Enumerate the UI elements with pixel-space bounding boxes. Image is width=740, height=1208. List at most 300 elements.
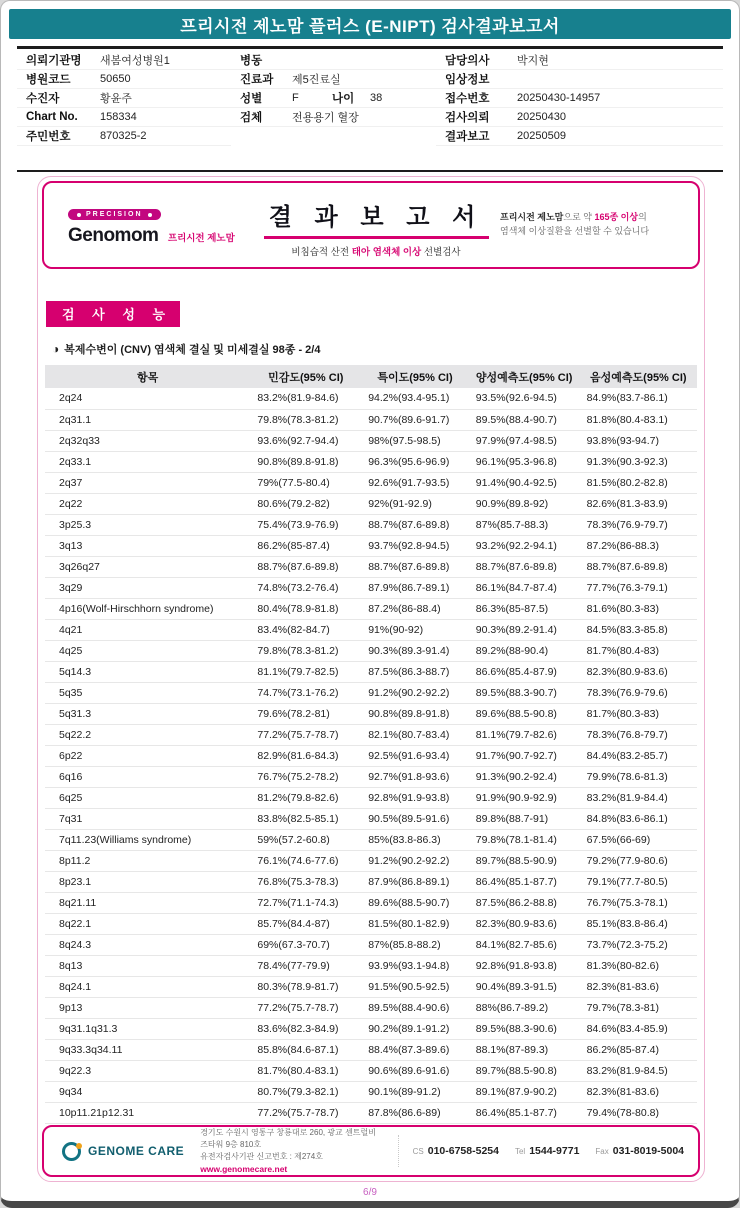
info-label: 병동 (240, 55, 263, 67)
cell-npv: 83.2%(81.9-84.4) (580, 787, 697, 808)
cell-sensitivity: 80.4%(78.9-81.8) (250, 598, 361, 619)
cell-specificity: 87.5%(86.3-88.7) (361, 661, 469, 682)
table-row (45, 703, 697, 724)
info-label: 진료과 (240, 74, 274, 86)
col-header-sensitivity: 민감도(95% CI) (250, 365, 361, 388)
cell-ppv: 89.6%(88.5-90.8) (469, 703, 580, 724)
cell-item: 3p25.3 (45, 514, 250, 535)
info-value: 20250430-14957 (517, 92, 601, 104)
cell-item: 5q31.3 (45, 703, 250, 724)
cell-item: 9q31.1q31.3 (45, 1018, 250, 1039)
cell-npv: 81.6%(80.3-83) (580, 598, 697, 619)
cell-sensitivity: 86.2%(85-87.4) (250, 535, 361, 556)
info-row (436, 51, 723, 70)
cell-specificity: 87.9%(86.8-89.1) (361, 871, 469, 892)
cell-specificity: 90.1%(89-91.2) (361, 1081, 469, 1102)
contact-fax (595, 1145, 684, 1157)
cell-sensitivity: 77.2%(75.7-78.7) (250, 724, 361, 745)
info-label: 임상정보 (445, 74, 490, 86)
cell-ppv: 90.4%(89.3-91.5) (469, 976, 580, 997)
cell-ppv: 79.8%(78.1-81.4) (469, 829, 580, 850)
table-subtitle-text: 복제수변이 (CNV) 염색체 결실 및 미세결실 98종 - 2/4 (64, 344, 321, 356)
cell-sensitivity: 80.3%(78.9-81.7) (250, 976, 361, 997)
cell-item: 9q34 (45, 1081, 250, 1102)
info-label: 성별 (240, 93, 263, 105)
precision-badge (68, 209, 161, 220)
cell-specificity: 87%(85.8-88.2) (361, 934, 469, 955)
cell-item: 5q35 (45, 682, 250, 703)
info-value: 20250509 (517, 130, 566, 142)
cell-npv: 84.5%(83.3-85.8) (580, 619, 697, 640)
cell-specificity: 88.7%(87.6-89.8) (361, 514, 469, 535)
table-row (45, 808, 697, 829)
genomom-logo (44, 204, 252, 247)
cell-specificity: 92.8%(91.9-93.8) (361, 787, 469, 808)
subtitle-prefix: 비침습적 산전 (291, 246, 352, 258)
table-row (45, 640, 697, 661)
cell-npv: 82.6%(81.3-83.9) (580, 493, 697, 514)
cell-sensitivity: 77.2%(75.7-78.7) (250, 997, 361, 1018)
cell-item: 9p13 (45, 997, 250, 1018)
contact-label: Fax (595, 1147, 609, 1156)
cell-ppv: 86.1%(84.7-87.4) (469, 577, 580, 598)
cell-ppv: 93.5%(92.6-94.5) (469, 388, 580, 409)
table-row (45, 1039, 697, 1060)
cell-npv: 84.6%(83.4-85.9) (580, 1018, 697, 1039)
report-header-box (42, 181, 700, 269)
cell-sensitivity: 74.7%(73.1-76.2) (250, 682, 361, 703)
cell-item: 4q25 (45, 640, 250, 661)
cell-ppv: 86.6%(85.4-87.9) (469, 661, 580, 682)
cell-item: 8q22.1 (45, 913, 250, 934)
cell-npv: 82.3%(80.9-83.6) (580, 661, 697, 682)
cell-item: 3q29 (45, 577, 250, 598)
info-label: 결과보고 (445, 131, 490, 143)
cell-ppv: 88.1%(87-89.3) (469, 1039, 580, 1060)
info-row (17, 108, 231, 127)
cell-npv: 81.3%(80-82.6) (580, 955, 697, 976)
table-row (45, 829, 697, 850)
contact-cs (413, 1145, 499, 1157)
note-brand: 프리시전 제노맘 (500, 212, 564, 223)
pill-dot-icon (148, 213, 152, 217)
table-row (45, 766, 697, 787)
logo-dot-icon (76, 1143, 82, 1149)
info-value: 새봄여성병원1 (100, 55, 170, 67)
cell-specificity: 90.6%(89.6-91.6) (361, 1060, 469, 1081)
cell-ppv: 89.5%(88.3-90.6) (469, 1018, 580, 1039)
cell-specificity: 92.6%(91.7-93.5) (361, 472, 469, 493)
info-value: 158334 (100, 111, 137, 123)
contact-tel (515, 1145, 579, 1157)
table-row (45, 430, 697, 451)
table-row (45, 976, 697, 997)
note-mid: 으로 약 (563, 212, 595, 223)
info-value: F (292, 92, 299, 104)
brand-subtitle: 프리시전 제노맘 (167, 232, 235, 244)
cell-specificity: 91%(90-92) (361, 619, 469, 640)
cell-npv: 83.2%(81.9-84.5) (580, 1060, 697, 1081)
cell-npv: 91.3%(90.3-92.3) (580, 451, 697, 472)
cell-item: 6q16 (45, 766, 250, 787)
cell-ppv: 89.5%(88.4-90.7) (469, 409, 580, 430)
cell-npv: 81.7%(80.3-83) (580, 703, 697, 724)
footer-website-link[interactable]: www.genomecare.net (200, 1163, 288, 1174)
cell-item: 5q14.3 (45, 661, 250, 682)
info-value: 전용용기 혈장 (292, 112, 359, 124)
cell-sensitivity: 79.8%(78.3-81.2) (250, 640, 361, 661)
contact-label: Tel (514, 1147, 526, 1156)
info-row-gender-age (231, 89, 436, 108)
cell-npv: 81.7%(80.4-83) (580, 640, 697, 661)
cell-item: 8q21.11 (45, 892, 250, 913)
cell-ppv: 88%(86.7-89.2) (469, 997, 580, 1018)
cell-npv: 85.1%(83.8-86.4) (580, 913, 697, 934)
info-row (436, 70, 723, 89)
table-row (45, 472, 697, 493)
cell-sensitivity: 90.8%(89.8-91.8) (250, 451, 361, 472)
footer-divider (398, 1135, 399, 1167)
info-value: 황윤주 (100, 93, 132, 105)
precision-badge-label: PRECISION (86, 211, 143, 218)
cell-specificity: 91.2%(90.2-92.2) (361, 850, 469, 871)
cell-item: 2q24 (45, 388, 250, 409)
info-value: 제5진료실 (292, 74, 341, 86)
cell-item: 7q31 (45, 808, 250, 829)
cell-ppv: 91.3%(90.2-92.4) (469, 766, 580, 787)
info-label-age: 나이 (332, 93, 355, 105)
cell-item: 5q22.2 (45, 724, 250, 745)
cell-sensitivity: 76.7%(75.2-78.2) (250, 766, 361, 787)
cell-specificity: 88.7%(87.6-89.8) (361, 556, 469, 577)
table-row (45, 997, 697, 1018)
cell-ppv: 86.3%(85-87.5) (469, 598, 580, 619)
info-row (436, 89, 723, 108)
brand-name: Genomom (68, 224, 159, 246)
cell-npv: 76.7%(75.3-78.1) (580, 892, 697, 913)
cell-specificity: 87.8%(86.6-89) (361, 1102, 469, 1123)
patient-info-right-column (436, 51, 723, 146)
cell-ppv: 96.1%(95.3-96.8) (469, 451, 580, 472)
info-value: 박지현 (517, 55, 549, 67)
cell-ppv: 89.1%(87.9-90.2) (469, 1081, 580, 1102)
cell-sensitivity: 59%(57.2-60.8) (250, 829, 361, 850)
info-row (17, 70, 231, 89)
cell-ppv: 81.1%(79.7-82.6) (469, 724, 580, 745)
cell-item: 3q26q27 (45, 556, 250, 577)
cell-npv: 81.8%(80.4-83.1) (580, 409, 697, 430)
subtitle-suffix: 선별검사 (421, 246, 461, 258)
note-highlight: 165종 이상 (594, 212, 639, 223)
report-content-box (37, 176, 705, 1182)
cell-npv: 73.7%(72.3-75.2) (580, 934, 697, 955)
cell-specificity: 96.3%(95.6-96.9) (361, 451, 469, 472)
footer-license: 유전자검사기관 신고번호 : 제274호 (200, 1151, 323, 1161)
table-row (45, 556, 697, 577)
cell-item: 2q37 (45, 472, 250, 493)
table-row (45, 514, 697, 535)
cell-ppv: 91.4%(90.4-92.5) (469, 472, 580, 493)
table-row (45, 682, 697, 703)
col-header-ppv: 양성예측도(95% CI) (469, 365, 580, 388)
table-row (45, 577, 697, 598)
table-row (45, 787, 697, 808)
table-row (45, 892, 697, 913)
report-header-title-block (252, 193, 500, 258)
cell-ppv: 89.7%(88.5-90.9) (469, 850, 580, 871)
cell-item: 2q31.1 (45, 409, 250, 430)
cell-ppv: 87.5%(86.2-88.8) (469, 892, 580, 913)
info-row (231, 108, 436, 127)
table-row (45, 955, 697, 976)
cell-item: 8q13 (45, 955, 250, 976)
table-subtitle (52, 341, 704, 357)
report-subtitle (252, 244, 500, 258)
cell-item: 9q22.3 (45, 1060, 250, 1081)
table-row (45, 619, 697, 640)
cell-npv: 88.7%(87.6-89.8) (580, 556, 697, 577)
cell-specificity: 90.5%(89.5-91.6) (361, 808, 469, 829)
cell-sensitivity: 79.6%(78.2-81) (250, 703, 361, 724)
footer-contacts (413, 1145, 684, 1157)
cell-item: 6q25 (45, 787, 250, 808)
cell-sensitivity: 85.7%(84.4-87) (250, 913, 361, 934)
info-label: 검사의뢰 (445, 112, 490, 124)
cell-npv: 84.4%(83.2-85.7) (580, 745, 697, 766)
table-row (45, 451, 697, 472)
table-row (45, 1081, 697, 1102)
cell-ppv: 89.5%(88.3-90.7) (469, 682, 580, 703)
subtitle-highlight: 태아 염색체 이상 (351, 246, 422, 258)
cell-npv: 79.7%(78.3-81) (580, 997, 697, 1018)
cell-sensitivity: 81.2%(79.8-82.6) (250, 787, 361, 808)
cell-npv: 79.2%(77.9-80.6) (580, 850, 697, 871)
cell-npv: 84.9%(83.7-86.1) (580, 388, 697, 409)
info-label: Chart No. (26, 111, 78, 123)
col-header-npv: 음성예측도(95% CI) (580, 365, 697, 388)
footer-box (42, 1125, 700, 1177)
genome-care-logo (62, 1142, 184, 1161)
cell-sensitivity: 79.8%(78.3-81.2) (250, 409, 361, 430)
cell-item: 8p23.1 (45, 871, 250, 892)
half-circle-bullet-icon: ◑ (52, 342, 60, 356)
cell-npv: 84.8%(83.6-86.1) (580, 808, 697, 829)
cell-specificity: 81.5%(80.1-82.9) (361, 913, 469, 934)
info-row (17, 127, 231, 146)
table-row (45, 1018, 697, 1039)
cell-specificity: 82.1%(80.7-83.4) (361, 724, 469, 745)
col-header-item: 항목 (45, 365, 250, 388)
table-row (45, 724, 697, 745)
cell-specificity: 88.4%(87.3-89.6) (361, 1039, 469, 1060)
patient-info-left-column (17, 51, 231, 146)
cell-npv: 81.5%(80.2-82.8) (580, 472, 697, 493)
cell-npv: 79.1%(77.7-80.5) (580, 871, 697, 892)
report-title: 프리시전 제노맘 플러스 (E-NIPT) 검사결과보고서 (180, 16, 560, 36)
table-row (45, 598, 697, 619)
info-label: 접수번호 (445, 93, 490, 105)
note-tail: 의 (638, 212, 647, 223)
cell-ppv: 91.9%(90.9-92.9) (469, 787, 580, 808)
note-line2: 염색체 이상질환을 선별할 수 있습니다 (500, 226, 650, 236)
cell-specificity: 92%(91-92.9) (361, 493, 469, 514)
cell-ppv: 89.2%(88-90.4) (469, 640, 580, 661)
contact-value: 1544-9771 (529, 1145, 580, 1157)
cell-item: 9q33.3q34.11 (45, 1039, 250, 1060)
cell-sensitivity: 81.7%(80.4-83.1) (250, 1060, 361, 1081)
cell-npv: 78.3%(76.9-79.7) (580, 514, 697, 535)
cell-sensitivity: 75.4%(73.9-76.9) (250, 514, 361, 535)
footer-info-block (200, 1127, 379, 1176)
cell-npv: 79.9%(78.6-81.3) (580, 766, 697, 787)
info-label: 검체 (240, 112, 263, 124)
cell-sensitivity: 76.1%(74.6-77.6) (250, 850, 361, 871)
cell-item: 2q22 (45, 493, 250, 514)
genome-care-logo-icon (62, 1142, 81, 1161)
table-row (45, 913, 697, 934)
table-row (45, 745, 697, 766)
cell-specificity: 89.5%(88.4-90.6) (361, 997, 469, 1018)
cell-npv: 86.2%(85-87.4) (580, 1039, 697, 1060)
cell-specificity: 98%(97.5-98.5) (361, 430, 469, 451)
section-heading-performance: 검 사 성 능 (46, 301, 180, 327)
table-row (45, 1102, 697, 1123)
cell-sensitivity: 76.8%(75.3-78.3) (250, 871, 361, 892)
cell-ppv: 90.9%(89.8-92) (469, 493, 580, 514)
info-row (231, 70, 436, 89)
cell-specificity: 90.2%(89.1-91.2) (361, 1018, 469, 1039)
info-value: 870325-2 (100, 130, 147, 142)
cell-npv: 67.5%(66-69) (580, 829, 697, 850)
cell-npv: 93.8%(93-94.7) (580, 430, 697, 451)
info-label: 의뢰기관명 (26, 55, 82, 67)
patient-info-section (17, 46, 723, 172)
cell-npv: 87.2%(86-88.3) (580, 535, 697, 556)
result-report-title: 결 과 보 고 서 (268, 203, 484, 231)
cell-item: 6p22 (45, 745, 250, 766)
cell-ppv: 82.3%(80.9-83.6) (469, 913, 580, 934)
cell-npv: 82.3%(81-83.6) (580, 1081, 697, 1102)
table-row (45, 934, 697, 955)
cell-sensitivity: 81.1%(79.7-82.5) (250, 661, 361, 682)
genome-care-brand-text: GENOME CARE (88, 1144, 185, 1158)
info-row (436, 127, 723, 146)
cell-sensitivity: 83.4%(82-84.7) (250, 619, 361, 640)
cell-specificity: 90.3%(89.3-91.4) (361, 640, 469, 661)
info-label: 주민번호 (26, 131, 71, 143)
cell-specificity: 91.5%(90.5-92.5) (361, 976, 469, 997)
cell-specificity: 90.7%(89.6-91.7) (361, 409, 469, 430)
cell-ppv: 97.9%(97.4-98.5) (469, 430, 580, 451)
col-header-specificity: 특이도(95% CI) (361, 365, 469, 388)
cell-item: 8q24.1 (45, 976, 250, 997)
cell-item: 3q13 (45, 535, 250, 556)
cell-ppv: 93.2%(92.2-94.1) (469, 535, 580, 556)
table-row (45, 388, 697, 409)
table-row (45, 850, 697, 871)
cell-specificity: 85%(83.8-86.3) (361, 829, 469, 850)
table-row (45, 535, 697, 556)
brand-line (68, 225, 252, 247)
cell-sensitivity: 79%(77.5-80.4) (250, 472, 361, 493)
cell-ppv: 91.7%(90.7-92.7) (469, 745, 580, 766)
header-note (500, 211, 698, 239)
table-row (45, 1060, 697, 1081)
info-row (231, 51, 436, 70)
info-value-age: 38 (370, 92, 383, 104)
cell-specificity: 92.5%(91.6-93.4) (361, 745, 469, 766)
cell-npv: 78.3%(76.9-79.6) (580, 682, 697, 703)
cell-item: 8q24.3 (45, 934, 250, 955)
cell-ppv: 88.7%(87.6-89.8) (469, 556, 580, 577)
cell-ppv: 89.8%(88.7-91) (469, 808, 580, 829)
cell-ppv: 89.7%(88.5-90.8) (469, 1060, 580, 1081)
cell-item: 2q33.1 (45, 451, 250, 472)
performance-table (45, 365, 697, 1124)
footer-address: 경기도 수원시 영통구 창룡대로 260, 광교 센트럴비즈타워 9층 810호 (200, 1127, 376, 1149)
cell-ppv: 90.3%(89.2-91.4) (469, 619, 580, 640)
report-title-bar (9, 9, 731, 39)
cell-item: 8p11.2 (45, 850, 250, 871)
cell-item: 4p16(Wolf-Hirschhorn syndrome) (45, 598, 250, 619)
cell-ppv: 86.4%(85.1-87.7) (469, 1102, 580, 1123)
cell-sensitivity: 72.7%(71.1-74.3) (250, 892, 361, 913)
table-row (45, 871, 697, 892)
cell-ppv: 87%(85.7-88.3) (469, 514, 580, 535)
contact-value: 031-8019-5004 (612, 1145, 684, 1157)
cell-sensitivity: 80.6%(79.2-82) (250, 493, 361, 514)
cell-item: 2q32q33 (45, 430, 250, 451)
cell-ppv: 84.1%(82.7-85.6) (469, 934, 580, 955)
cell-npv: 79.4%(78-80.8) (580, 1102, 697, 1123)
pill-dot-icon (77, 213, 81, 217)
cell-sensitivity: 69%(67.3-70.7) (250, 934, 361, 955)
cell-sensitivity: 77.2%(75.7-78.7) (250, 1102, 361, 1123)
info-row (17, 89, 231, 108)
info-value: 20250430 (517, 111, 566, 123)
cell-sensitivity: 82.9%(81.6-84.3) (250, 745, 361, 766)
cell-specificity: 93.7%(92.8-94.5) (361, 535, 469, 556)
performance-table-header-row (45, 365, 697, 388)
cell-npv: 77.7%(76.3-79.1) (580, 577, 697, 598)
cell-sensitivity: 83.8%(82.5-85.1) (250, 808, 361, 829)
cell-npv: 78.3%(76.8-79.7) (580, 724, 697, 745)
patient-info-middle-column (231, 51, 436, 146)
cell-specificity: 93.9%(93.1-94.8) (361, 955, 469, 976)
cell-sensitivity: 85.8%(84.6-87.1) (250, 1039, 361, 1060)
table-row (45, 661, 697, 682)
cell-sensitivity: 88.7%(87.6-89.8) (250, 556, 361, 577)
info-row (436, 108, 723, 127)
cell-ppv: 86.4%(85.1-87.7) (469, 871, 580, 892)
info-row (17, 51, 231, 70)
cell-item: 10p11.21p12.31 (45, 1102, 250, 1123)
table-row (45, 409, 697, 430)
cell-item: 7q11.23(Williams syndrome) (45, 829, 250, 850)
info-label: 수진자 (26, 93, 60, 105)
cell-ppv: 92.8%(91.8-93.8) (469, 955, 580, 976)
info-label: 담당의사 (445, 55, 490, 67)
cell-specificity: 91.2%(90.2-92.2) (361, 682, 469, 703)
contact-value: 010-6758-5254 (427, 1145, 499, 1157)
cell-specificity: 94.2%(93.4-95.1) (361, 388, 469, 409)
cell-sensitivity: 83.6%(82.3-84.9) (250, 1018, 361, 1039)
cell-specificity: 87.2%(86-88.4) (361, 598, 469, 619)
cell-sensitivity: 78.4%(77-79.9) (250, 955, 361, 976)
page-number: 6/9 (363, 1187, 377, 1198)
cell-sensitivity: 74.8%(73.2-76.4) (250, 577, 361, 598)
table-row (45, 493, 697, 514)
